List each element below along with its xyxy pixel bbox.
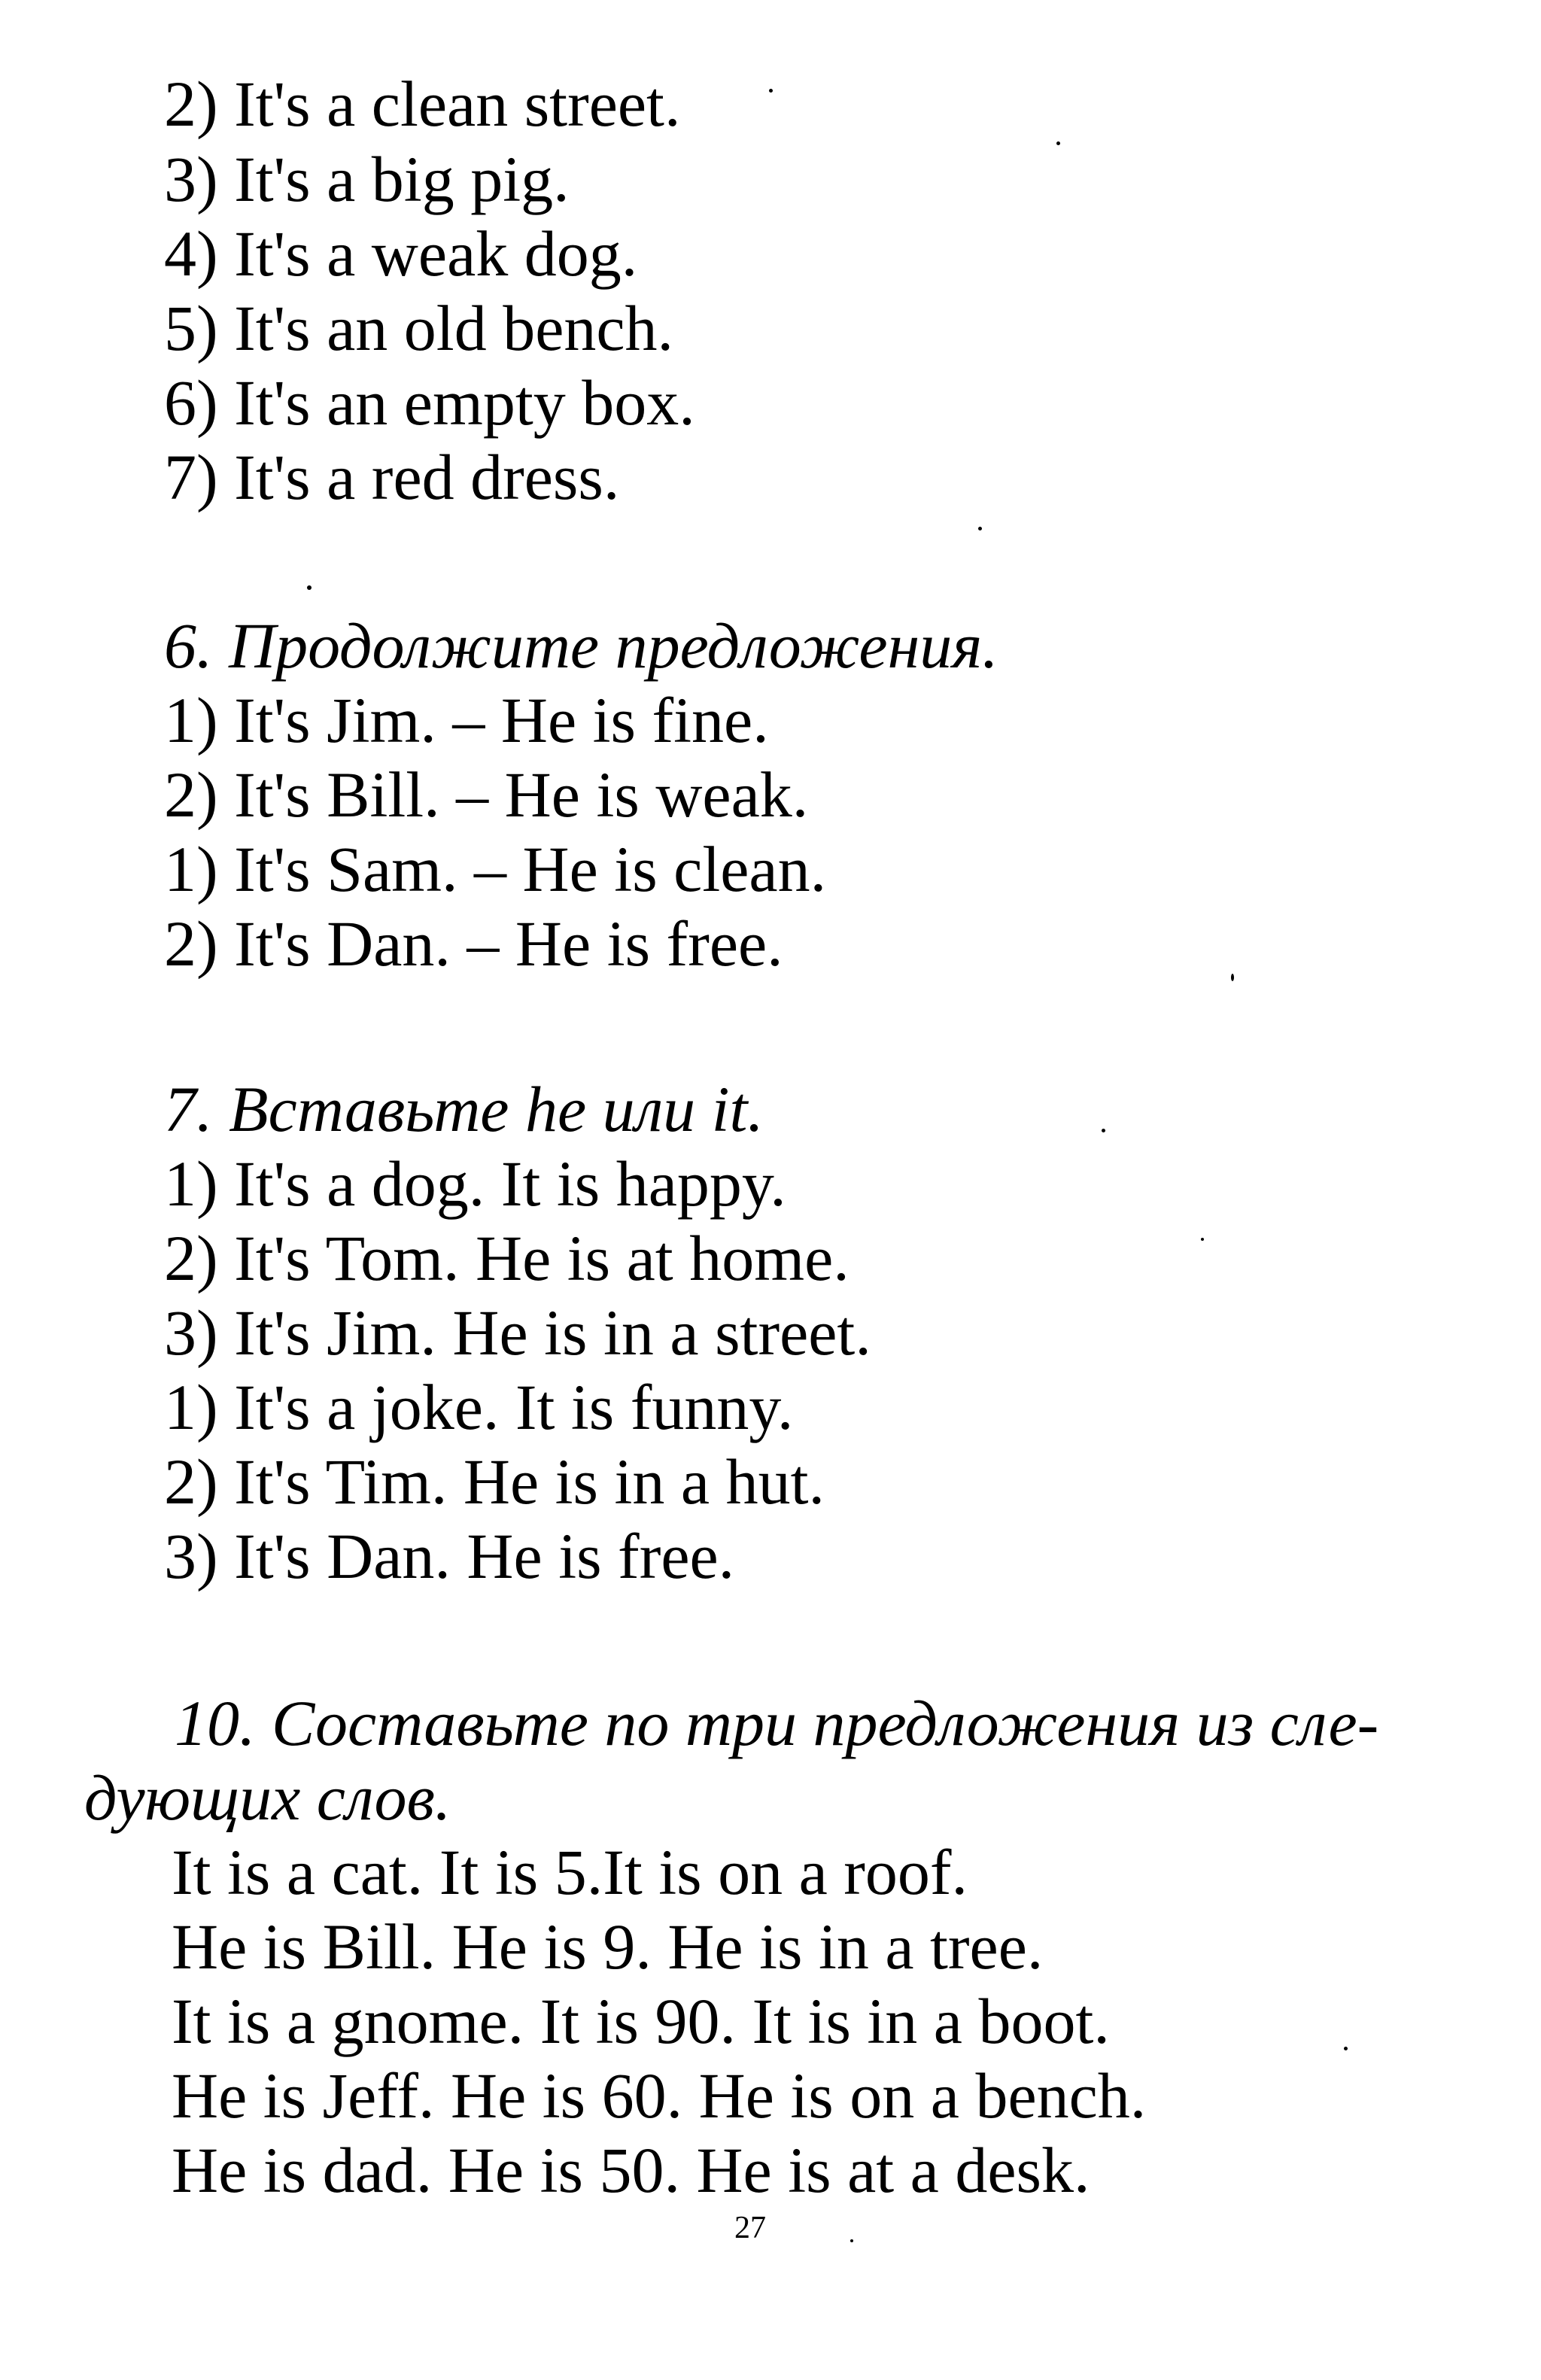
list-item: 3) It's Dan. He is free. <box>164 1520 735 1592</box>
list-item: 5) It's an old bench. <box>164 292 674 364</box>
list-item: 7) It's a red dress. <box>164 441 620 513</box>
list-item: 2) It's Tim. He is in a hut. <box>164 1445 825 1518</box>
page-number: 27 <box>734 2211 766 2245</box>
scan-speck <box>978 527 982 530</box>
sentence-line: It is a cat. It is 5.It is on a roof. <box>172 1836 968 1908</box>
sentence-line: He is Jeff. He is 60. He is on a bench. <box>172 2059 1147 2132</box>
scan-speck <box>1201 1238 1204 1241</box>
exercise-heading-continuation: дующих слов. <box>84 1761 451 1834</box>
scan-speck <box>1102 1129 1105 1132</box>
sentence-line: He is Bill. He is 9. He is in a tree. <box>172 1910 1044 1983</box>
scan-speck <box>769 89 773 93</box>
list-item: 3) It's a big pig. <box>164 143 570 215</box>
list-item: 1) It's Sam. – He is clean. <box>164 833 827 905</box>
list-item: 1) It's a dog. It is happy. <box>164 1147 786 1220</box>
list-item: 6) It's an empty box. <box>164 366 695 439</box>
exercise-heading: 6. Продолжите предложения. <box>164 609 998 682</box>
list-item: 2) It's Tom. He is at home. <box>164 1222 850 1294</box>
scan-speck <box>1344 2047 1348 2050</box>
scan-speck <box>1056 141 1060 145</box>
list-item: 2) It's Bill. – He is weak. <box>164 758 809 831</box>
list-item: 1) It's Jim. – He is fine. <box>164 684 769 756</box>
sentence-line: It is a gnome. It is 90. It is in a boot. <box>172 1985 1110 2057</box>
sentence-line: He is dad. He is 50. He is at a desk. <box>172 2134 1090 2206</box>
list-item: 1) It's a joke. It is funny. <box>164 1371 794 1443</box>
scan-speck <box>850 2239 853 2242</box>
list-item: 3) It's Jim. He is in a street. <box>164 1296 871 1369</box>
list-item: 2) It's a clean street. <box>164 68 681 140</box>
exercise-heading: 7. Вставьте he или it. <box>164 1073 764 1145</box>
exercise-heading: 10. Составьте по три предложения из сле- <box>175 1687 1379 1759</box>
scan-speck <box>307 585 312 590</box>
list-item: 2) It's Dan. – He is free. <box>164 907 783 980</box>
list-item: 4) It's a weak dog. <box>164 217 638 290</box>
scan-speck <box>1231 974 1234 981</box>
